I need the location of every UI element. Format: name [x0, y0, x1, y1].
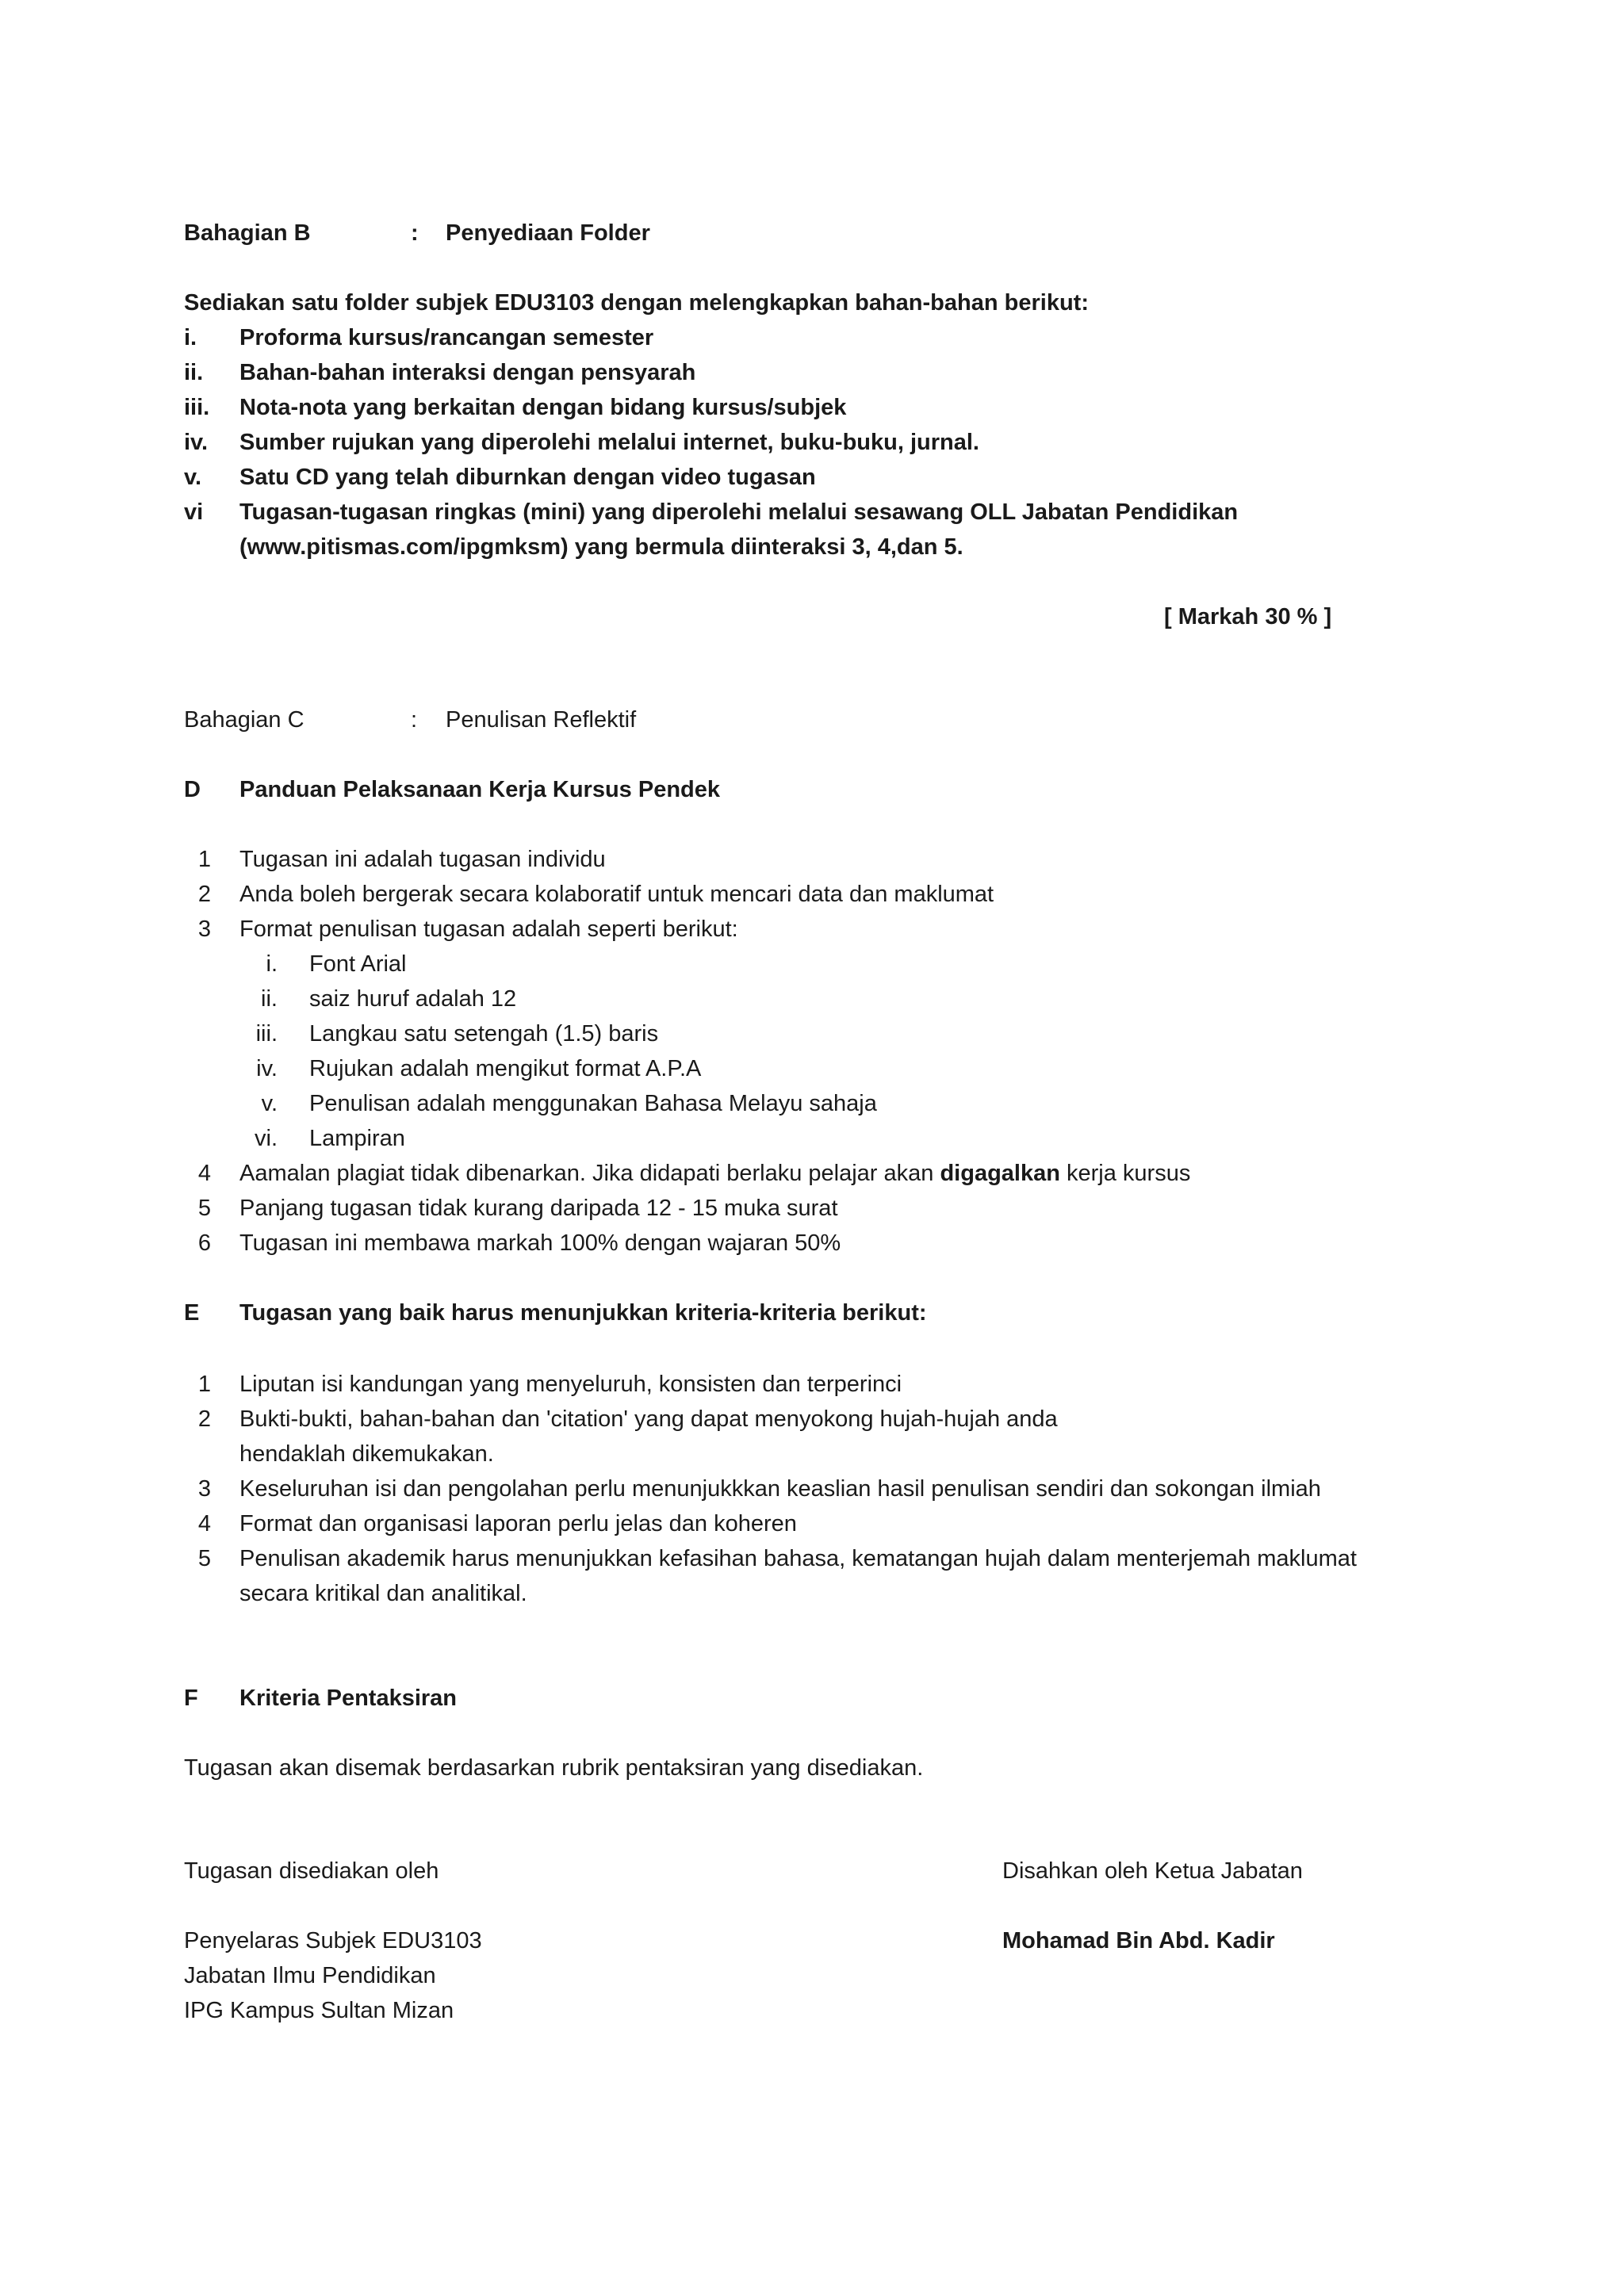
bahagian-c-colon: :: [411, 707, 418, 733]
list-number: 3: [197, 916, 211, 942]
list-marker: v.: [184, 465, 202, 490]
sublist-item: Lampiran: [309, 1126, 405, 1151]
sublist-marker: ii.: [261, 986, 278, 1012]
list-number: 1: [197, 1372, 211, 1397]
plagiarism-text-pre: Aamalan plagiat tidak dibenarkan. Jika didapati berlaku pelajar akan: [239, 1161, 940, 1186]
list-item: Penulisan akademik harus menunjukkan kefasihan bahasa, kematangan hujah dalam menterjemah maklumat: [239, 1546, 1357, 1571]
list-number: 2: [197, 882, 211, 907]
section-d-title: Panduan Pelaksanaan Kerja Kursus Pendek: [239, 777, 721, 802]
prepared-by-line: Jabatan Ilmu Pendidikan: [184, 1963, 436, 1988]
list-number: 3: [197, 1476, 211, 1502]
list-marker: vi: [184, 499, 204, 525]
sublist-marker: i.: [266, 951, 278, 977]
list-item: Liputan isi kandungan yang menyeluruh, konsisten dan terperinci: [239, 1372, 902, 1397]
list-item: Nota-nota yang berkaitan dengan bidang kursus/subjek: [239, 395, 847, 420]
plagiarism-text-bold: digagalkan: [940, 1161, 1060, 1186]
list-item-continuation: (www.pitismas.com/ipgmksm) yang bermula diinteraksi 3, 4,dan 5.: [239, 534, 963, 560]
sublist-item: Rujukan adalah mengikut format A.P.A: [309, 1056, 702, 1081]
list-item: Bukti-bukti, bahan-bahan dan 'citation' yang dapat menyokong hujah-hujah anda: [239, 1406, 1058, 1432]
list-item: Keseluruhan isi dan pengolahan perlu menunjukkkan keaslian hasil penulisan sendiri dan sokongan ilmiah: [239, 1476, 1321, 1502]
list-item-continuation: secara kritikal dan analitikal.: [239, 1581, 527, 1606]
section-f-letter: F: [184, 1686, 198, 1711]
bahagian-b-intro: Sediakan satu folder subjek EDU3103 dengan melengkapkan bahan-bahan berikut:: [184, 290, 1089, 316]
bahagian-c-title: Penulisan Reflektif: [446, 707, 637, 733]
plagiarism-text-post: kerja kursus: [1059, 1161, 1191, 1186]
list-item: Format penulisan tugasan adalah seperti berikut:: [239, 916, 738, 942]
list-marker: iv.: [184, 430, 209, 455]
list-number: 1: [197, 847, 211, 872]
sublist-item: Penulisan adalah menggunakan Bahasa Melayu sahaja: [309, 1091, 877, 1116]
prepared-by-line: Penyelaras Subjek EDU3103: [184, 1928, 482, 1954]
sublist-marker: v.: [261, 1091, 278, 1116]
bahagian-b-colon: :: [411, 220, 419, 246]
list-item: Tugasan ini adalah tugasan individu: [239, 847, 606, 872]
bahagian-b-title: Penyediaan Folder: [446, 220, 650, 246]
section-f-title: Kriteria Pentaksiran: [239, 1686, 458, 1711]
section-d-letter: D: [184, 777, 201, 802]
approver-name: Mohamad Bin Abd. Kadir: [1002, 1928, 1275, 1954]
marks-label: [ Markah 30 % ]: [1164, 604, 1332, 629]
list-number: 4: [197, 1161, 211, 1186]
list-item: Sumber rujukan yang diperolehi melalui internet, buku-buku, jurnal.: [239, 430, 979, 455]
list-item: Tugasan ini membawa markah 100% dengan wajaran 50%: [239, 1230, 841, 1256]
prepared-by-line: IPG Kampus Sultan Mizan: [184, 1998, 454, 2023]
list-marker: ii.: [184, 360, 204, 385]
sublist-marker: vi.: [255, 1126, 278, 1151]
sublist-marker: iv.: [256, 1056, 278, 1081]
list-number: 5: [197, 1196, 211, 1221]
list-marker: i.: [184, 325, 197, 350]
list-number: 6: [197, 1230, 211, 1256]
list-marker: iii.: [184, 395, 210, 420]
prepared-by-label: Tugasan disediakan oleh: [184, 1858, 439, 1884]
list-item: Proforma kursus/rancangan semester: [239, 325, 654, 350]
list-item: Panjang tugasan tidak kurang daripada 12 - 15 muka surat: [239, 1196, 838, 1221]
bahagian-c-label: Bahagian C: [184, 707, 304, 733]
list-item: Bahan-bahan interaksi dengan pensyarah: [239, 360, 696, 385]
list-item: Satu CD yang telah diburnkan dengan video tugasan: [239, 465, 816, 490]
section-e-letter: E: [184, 1300, 200, 1326]
list-item: Format dan organisasi laporan perlu jelas dan koheren: [239, 1511, 797, 1536]
bahagian-b-label: Bahagian B: [184, 220, 311, 246]
section-e-title: Tugasan yang baik harus menunjukkan kriteria-kriteria berikut:: [239, 1300, 927, 1326]
sublist-item: Langkau satu setengah (1.5) baris: [309, 1021, 659, 1047]
list-number: 2: [197, 1406, 211, 1432]
list-number: 5: [197, 1546, 211, 1571]
sublist-item: saiz huruf adalah 12: [309, 986, 517, 1012]
list-item-continuation: hendaklah dikemukakan.: [239, 1441, 494, 1467]
list-number: 4: [197, 1511, 211, 1536]
approved-by-label: Disahkan oleh Ketua Jabatan: [1002, 1858, 1303, 1884]
list-item: Anda boleh bergerak secara kolaboratif untuk mencari data dan maklumat: [239, 882, 994, 907]
sublist-marker: iii.: [255, 1021, 278, 1047]
sublist-item: Font Arial: [309, 951, 407, 977]
section-f-body: Tugasan akan disemak berdasarkan rubrik pentaksiran yang disediakan.: [184, 1755, 924, 1781]
list-item: Tugasan-tugasan ringkas (mini) yang diperolehi melalui sesawang OLL Jabatan Pendidikan: [239, 499, 1239, 525]
list-item-plagiarism: [239, 1159, 1190, 1188]
